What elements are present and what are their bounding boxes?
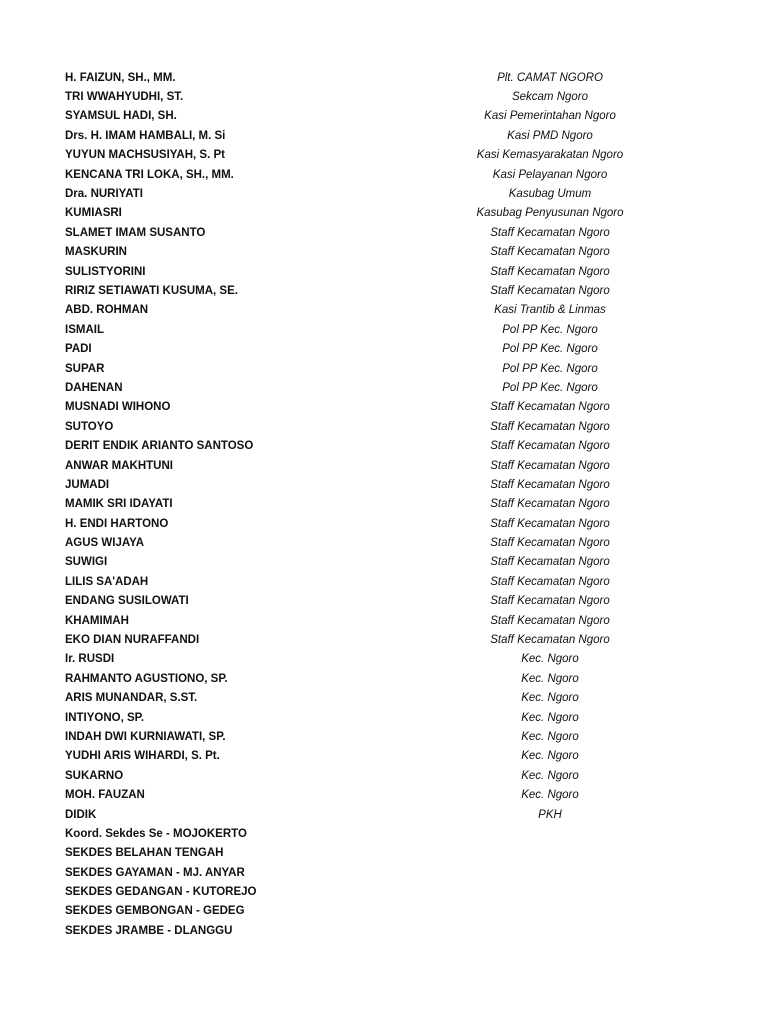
- roster-row: [65, 553, 725, 572]
- staff-position: Pol PP Kec. Ngoro: [502, 343, 598, 356]
- staff-position: Kec. Ngoro: [521, 789, 579, 802]
- staff-roster-list: [65, 68, 725, 941]
- roster-row: [65, 262, 725, 281]
- roster-row: [65, 630, 725, 649]
- staff-position: Pol PP Kec. Ngoro: [502, 362, 598, 375]
- roster-row: [65, 669, 725, 688]
- staff-name: INDAH DWI KURNIAWATI, SP.: [65, 730, 226, 743]
- staff-name: SEKDES BELAHAN TENGAH: [65, 847, 224, 860]
- staff-position: Staff Kecamatan Ngoro: [490, 226, 610, 239]
- staff-position: Kec. Ngoro: [521, 769, 579, 782]
- roster-row: [65, 708, 725, 727]
- staff-name: KHAMIMAH: [65, 614, 129, 627]
- staff-position: Kec. Ngoro: [521, 730, 579, 743]
- roster-row: [65, 514, 725, 533]
- staff-name: DAHENAN: [65, 381, 123, 394]
- staff-name: SUTOYO: [65, 420, 114, 433]
- staff-position: Kasubag Umum: [508, 188, 592, 201]
- staff-name: Dra. NURIYATI: [65, 188, 143, 201]
- staff-name: EKO DIAN NURAFFANDI: [65, 634, 200, 647]
- staff-name: RIRIZ SETIAWATI KUSUMA, SE.: [65, 284, 238, 297]
- staff-name: KENCANA TRI LOKA, SH., MM.: [65, 168, 234, 181]
- roster-row: [65, 844, 725, 863]
- roster-row: [65, 107, 725, 126]
- staff-name: INTIYONO, SP.: [65, 711, 145, 724]
- staff-position: Staff Kecamatan Ngoro: [490, 420, 610, 433]
- staff-position: Kasi Pemerintahan Ngoro: [484, 110, 616, 123]
- staff-position: Pol PP Kec. Ngoro: [502, 323, 598, 336]
- roster-row: [65, 417, 725, 436]
- roster-row: [65, 882, 725, 901]
- roster-row: [65, 785, 725, 804]
- staff-position: Kec. Ngoro: [521, 750, 579, 763]
- staff-name: MUSNADI WIHONO: [65, 401, 171, 414]
- roster-row: [65, 146, 725, 165]
- staff-position: Staff Kecamatan Ngoro: [490, 284, 610, 297]
- staff-name: DERIT ENDIK ARIANTO SANTOSO: [65, 440, 254, 453]
- staff-name: MASKURIN: [65, 246, 127, 259]
- roster-row: [65, 165, 725, 184]
- staff-position: Staff Kecamatan Ngoro: [490, 498, 610, 511]
- staff-name: SUWIGI: [65, 556, 108, 569]
- roster-row: [65, 533, 725, 552]
- roster-row: [65, 747, 725, 766]
- staff-position: Kasubag Penyusunan Ngoro: [476, 207, 624, 220]
- staff-name: SEKDES GEDANGAN - KUTOREJO: [65, 886, 257, 899]
- roster-row: [65, 611, 725, 630]
- roster-row: [65, 805, 725, 824]
- roster-row: [65, 921, 725, 940]
- roster-row: [65, 650, 725, 669]
- roster-row: [65, 87, 725, 106]
- staff-position: Kec. Ngoro: [521, 653, 579, 666]
- staff-name: ARIS MUNANDAR, S.ST.: [65, 692, 198, 705]
- staff-name: KUMIASRI: [65, 207, 122, 220]
- roster-row: [65, 572, 725, 591]
- staff-position: Sekcam Ngoro: [511, 91, 589, 104]
- staff-position: Staff Kecamatan Ngoro: [490, 595, 610, 608]
- staff-position: Kasi Pelayanan Ngoro: [492, 168, 608, 181]
- staff-position: Staff Kecamatan Ngoro: [490, 575, 610, 588]
- staff-position: Staff Kecamatan Ngoro: [490, 537, 610, 550]
- staff-position: Staff Kecamatan Ngoro: [490, 246, 610, 259]
- staff-name: H. FAIZUN, SH., MM.: [65, 71, 176, 84]
- roster-row: [65, 184, 725, 203]
- staff-name: SULISTYORINI: [65, 265, 146, 278]
- roster-row: [65, 902, 725, 921]
- roster-row: [65, 320, 725, 339]
- staff-name: SUKARNO: [65, 769, 124, 782]
- staff-name: DIDIK: [65, 808, 97, 821]
- roster-row: [65, 243, 725, 262]
- staff-position: Kasi PMD Ngoro: [507, 129, 593, 142]
- staff-name: SEKDES GAYAMAN - MJ. ANYAR: [65, 866, 245, 879]
- staff-name: ABD. ROHMAN: [65, 304, 149, 317]
- roster-row: [65, 398, 725, 417]
- staff-name: MOH. FAUZAN: [65, 789, 145, 802]
- staff-name: SUPAR: [65, 362, 105, 375]
- staff-position: Staff Kecamatan Ngoro: [490, 478, 610, 491]
- staff-position: Staff Kecamatan Ngoro: [490, 556, 610, 569]
- staff-name: SEKDES GEMBONGAN - GEDEG: [65, 905, 245, 918]
- staff-position: Kec. Ngoro: [521, 672, 579, 685]
- staff-position: Staff Kecamatan Ngoro: [490, 401, 610, 414]
- roster-row: [65, 436, 725, 455]
- roster-row: [65, 359, 725, 378]
- staff-position: Kec. Ngoro: [521, 711, 579, 724]
- roster-row: [65, 863, 725, 882]
- staff-name: SEKDES JRAMBE - DLANGGU: [65, 924, 233, 937]
- staff-name: MAMIK SRI IDAYATI: [65, 498, 173, 511]
- staff-name: Koord. Sekdes Se - MOJOKERTO: [65, 827, 247, 840]
- staff-name: RAHMANTO AGUSTIONO, SP.: [65, 672, 228, 685]
- staff-name: Ir. RUSDI: [65, 653, 115, 666]
- staff-name: PADI: [65, 343, 92, 356]
- roster-row: [65, 475, 725, 494]
- roster-row: [65, 204, 725, 223]
- roster-row: [65, 592, 725, 611]
- roster-row: [65, 126, 725, 145]
- roster-row: [65, 456, 725, 475]
- staff-name: ANWAR MAKHTUNI: [65, 459, 173, 472]
- staff-position: Kasi Kemasyarakatan Ngoro: [476, 149, 624, 162]
- staff-name: H. ENDI HARTONO: [65, 517, 169, 530]
- staff-position: Staff Kecamatan Ngoro: [490, 634, 610, 647]
- staff-name: SLAMET IMAM SUSANTO: [65, 226, 206, 239]
- roster-row: [65, 223, 725, 242]
- staff-position: Staff Kecamatan Ngoro: [490, 459, 610, 472]
- roster-row: [65, 824, 725, 843]
- staff-position: Staff Kecamatan Ngoro: [490, 614, 610, 627]
- roster-row: [65, 68, 725, 87]
- staff-position: Pol PP Kec. Ngoro: [502, 381, 598, 394]
- staff-position: Staff Kecamatan Ngoro: [490, 265, 610, 278]
- staff-position: Kasi Trantib & Linmas: [494, 304, 606, 317]
- staff-name: YUDHI ARIS WIHARDI, S. Pt.: [65, 750, 220, 763]
- roster-row: [65, 339, 725, 358]
- staff-name: YUYUN MACHSUSIYAH, S. Pt: [65, 149, 225, 162]
- roster-row: [65, 727, 725, 746]
- roster-row: [65, 281, 725, 300]
- staff-name: JUMADI: [65, 478, 110, 491]
- staff-name: TRI WWAHYUDHI, ST.: [65, 91, 184, 104]
- staff-position: Plt. CAMAT NGORO: [497, 71, 603, 84]
- staff-name: ENDANG SUSILOWATI: [65, 595, 189, 608]
- staff-position: Staff Kecamatan Ngoro: [490, 440, 610, 453]
- staff-name: SYAMSUL HADI, SH.: [65, 110, 177, 123]
- staff-name: AGUS WIJAYA: [65, 537, 145, 550]
- roster-row: [65, 766, 725, 785]
- roster-row: [65, 378, 725, 397]
- roster-row: [65, 301, 725, 320]
- roster-row: [65, 495, 725, 514]
- staff-position: PKH: [538, 808, 562, 821]
- staff-name: ISMAIL: [65, 323, 104, 336]
- staff-name: LILIS SA'ADAH: [65, 575, 149, 588]
- staff-position: Kec. Ngoro: [521, 692, 579, 705]
- staff-name: Drs. H. IMAM HAMBALI, M. Si: [65, 129, 226, 142]
- staff-position: Staff Kecamatan Ngoro: [490, 517, 610, 530]
- roster-row: [65, 689, 725, 708]
